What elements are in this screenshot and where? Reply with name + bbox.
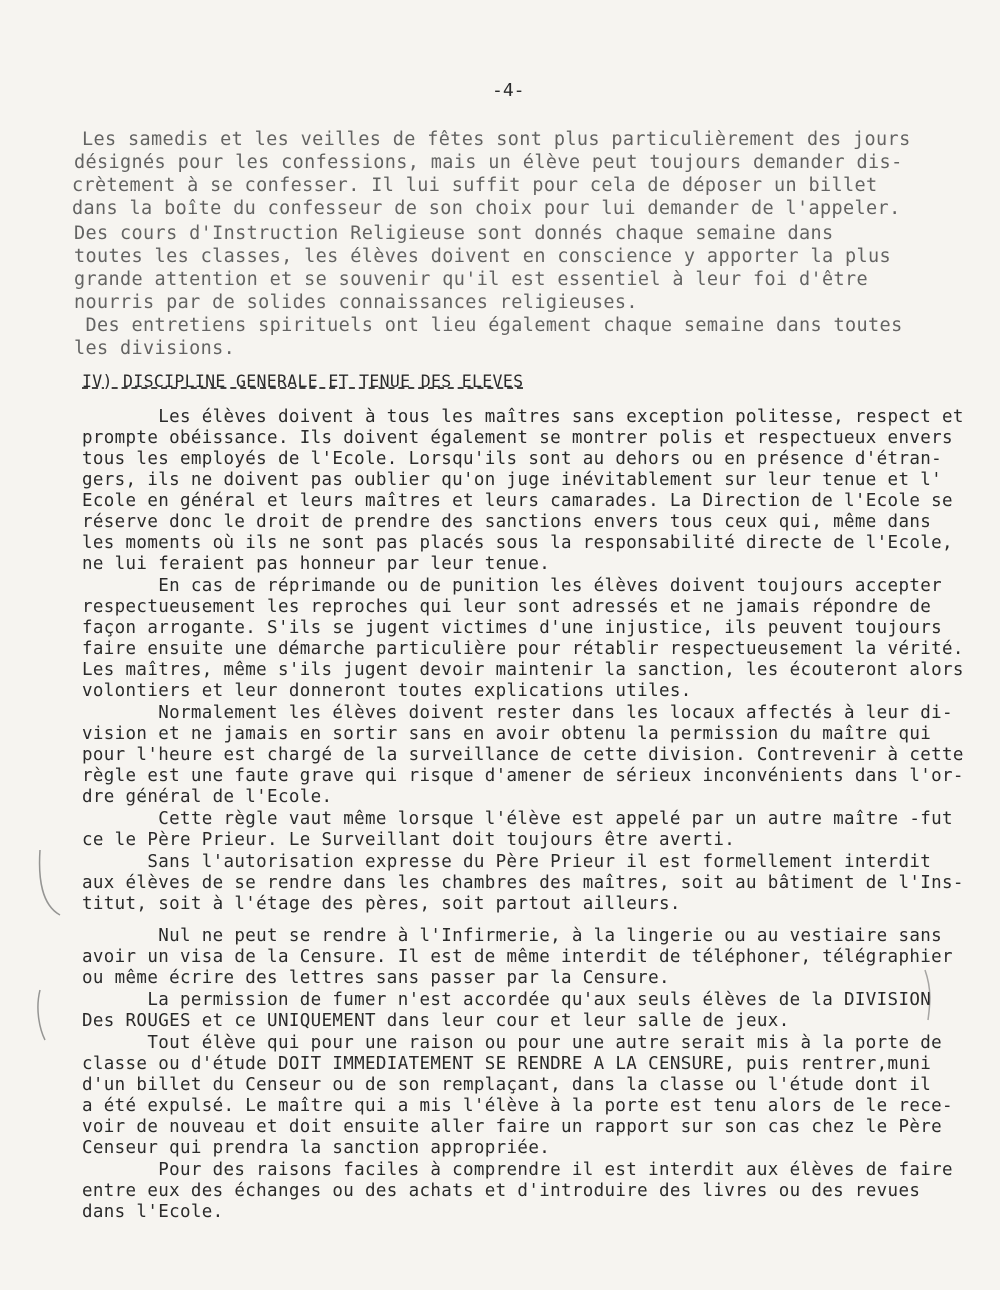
- body-line-24: titut, soit à l'étage des pères, soit partout ailleurs.: [82, 894, 681, 914]
- body-line-6: réserve donc le droit de prendre des sanctions envers tous ceux qui, même dans: [82, 512, 932, 532]
- body-line-16: vision et ne jamais en sortir sans en avoir obtenu la permission du maître qui: [82, 724, 932, 744]
- body-line-32: classe ou d'étude DOIT IMMEDIATEMENT SE RENDRE A LA CENSURE, puis rentrer,muni: [82, 1054, 932, 1074]
- body-line-29: La permission de fumer n'est accordée qu'aux seuls élèves de la DIVISION: [82, 990, 932, 1010]
- body-line-30: Des ROUGES et ce UNIQUEMENT dans leur cour et leur salle de jeux.: [82, 1011, 790, 1031]
- body-line-8: ne lui feraient pas honneur par leur tenue.: [82, 554, 551, 574]
- instruction-line-3: grande attention et se souvenir qu'il est essentiel à leur foi d'être: [74, 269, 869, 290]
- body-line-10: respectueusement les reproches qui leur sont adressés et ne jamais répondre de: [82, 597, 932, 617]
- body-line-13: Les maîtres, même s'ils jugent devoir maintenir la sanction, les écouteront alors: [82, 660, 964, 680]
- instruction-line-6: les divisions.: [74, 338, 236, 359]
- intro-line-1: Les samedis et les veilles de fêtes sont plus particulièrement des jours: [82, 129, 911, 150]
- body-line-5: Ecole en général et leurs maîtres et leurs camarades. La Direction de l'Ecole se: [82, 491, 953, 511]
- body-line-23: aux élèves de se rendre dans les chambres des maîtres, soit au bâtiment de l'Ins-: [82, 873, 964, 893]
- section-heading: IV) DISCIPLINE GENERALE ET TENUE DES ELEVES: [82, 372, 524, 391]
- body-line-22: Sans l'autorisation expresse du Père Prieur il est formellement interdit: [82, 852, 932, 872]
- body-line-34: a été expulsé. Le maître qui a mis l'élève à la porte est tenu alors de le rece-: [82, 1096, 953, 1116]
- body-line-20: Cette règle vaut même lorsque l'élève est appelé par un autre maître -fut: [82, 809, 953, 829]
- body-line-21: ce le Père Prieur. Le Surveillant doit toujours être averti.: [82, 830, 736, 850]
- body-line-35: voir de nouveau et doit ensuite aller faire un rapport sur son cas chez le Père: [82, 1117, 942, 1137]
- body-line-14: volontiers et leur donneront toutes explications utiles.: [82, 681, 692, 701]
- body-line-26: Nul ne peut se rendre à l'Infirmerie, à la lingerie ou au vestiaire sans: [82, 926, 942, 946]
- body-line-37: Pour des raisons faciles à comprendre il est interdit aux élèves de faire: [82, 1160, 953, 1180]
- body-line-12: faire ensuite une démarche particulière pour rétablir respectueusement la vérité.: [82, 639, 964, 659]
- body-line-33: d'un billet du Censeur ou de son remplaçant, dans la classe ou l'étude dont il: [82, 1075, 932, 1095]
- body-line-39: dans l'Ecole.: [82, 1202, 224, 1222]
- instruction-line-1: Des cours d'Instruction Religieuse sont donnés chaque semaine dans: [74, 223, 834, 244]
- body-line-27: avoir un visa de la Censure. Il est de même interdit de téléphoner, télégraphier: [82, 947, 953, 967]
- body-line-31: Tout élève qui pour une raison ou pour une autre serait mis à la porte de: [82, 1033, 942, 1053]
- body-line-4: gers, ils ne doivent pas oublier qu'on juge inévitablement sur leur tenue et l': [82, 470, 942, 490]
- body-line-2: prompte obéissance. Ils doivent également se montrer polis et respectueux envers: [82, 428, 953, 448]
- instruction-line-4: nourris par de solides connaissances religieuses.: [74, 292, 638, 313]
- body-line-18: règle est une faute grave qui risque d'amener de sérieux inconvénients dans l'or-: [82, 766, 964, 786]
- body-line-38: entre eux des échanges ou des achats et d'introduire des livres ou des revues: [82, 1181, 921, 1201]
- body-line-7: les moments où ils ne sont pas placés sous la responsabilité directe de l'Ecole,: [82, 533, 953, 553]
- page-number: -4-: [492, 80, 525, 101]
- body-line-1: Les élèves doivent à tous les maîtres sans exception politesse, respect et: [82, 407, 964, 427]
- body-line-19: dre général de l'Ecole.: [82, 787, 333, 807]
- body-line-36: Censeur qui prendra la sanction appropriée.: [82, 1138, 551, 1158]
- body-line-3: tous les employés de l'Ecole. Lorsqu'ils sont au dehors ou en présence d'étran-: [82, 449, 942, 469]
- body-line-11: façon arrogante. S'ils se jugent victimes d'une injustice, ils peuvent toujours: [82, 618, 942, 638]
- instruction-line-2: toutes les classes, les élèves doivent en conscience y apporter la plus: [74, 246, 892, 267]
- intro-line-3: crètement à se confesser. Il lui suffit pour cela de déposer un billet: [72, 175, 878, 196]
- body-line-28: ou même écrire des lettres sans passer par la Censure.: [82, 968, 670, 988]
- body-line-17: pour l'heure est chargé de la surveillance de cette division. Contrevenir à cette: [82, 745, 964, 765]
- instruction-line-5: Des entretiens spirituels ont lieu également chaque semaine dans toutes: [74, 315, 903, 336]
- intro-line-4: dans la boîte du confesseur de son choix pour lui demander de l'appeler.: [72, 198, 901, 219]
- intro-line-2: désignés pour les confessions, mais un élève peut toujours demander dis-: [74, 152, 903, 173]
- body-line-15: Normalement les élèves doivent rester dans les locaux affectés à leur di-: [82, 703, 953, 723]
- body-line-9: En cas de réprimande ou de punition les élèves doivent toujours accepter: [82, 576, 942, 596]
